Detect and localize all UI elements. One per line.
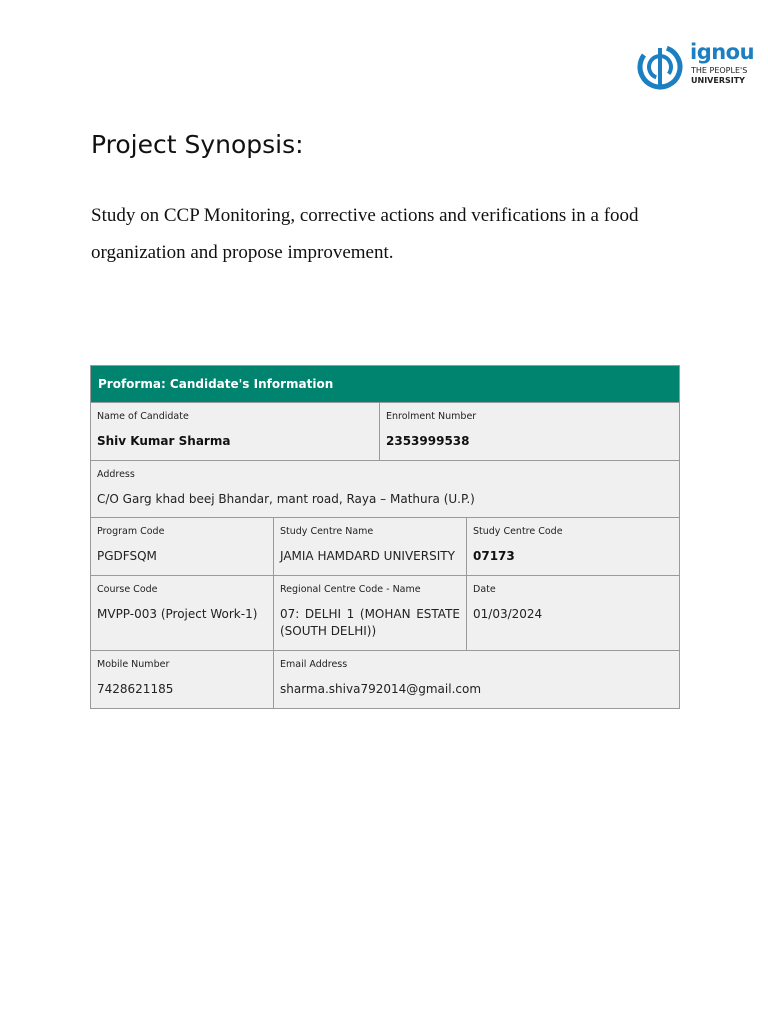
ignou-emblem-icon <box>637 44 685 90</box>
program-cell <box>91 518 273 575</box>
course-cell <box>91 576 273 650</box>
table-row <box>91 402 679 460</box>
table-row <box>91 517 679 575</box>
email-cell <box>273 651 679 708</box>
course-value: MVPP-003 (Project Work-1) <box>97 607 258 621</box>
centre-name-cell <box>273 518 466 575</box>
enrolment-cell <box>379 403 679 460</box>
name-value: Shiv Kumar Sharma <box>97 434 231 448</box>
regional-label: Regional Centre Code - Name <box>280 584 421 595</box>
program-label: Program Code <box>97 526 165 537</box>
centre-code-label: Study Centre Code <box>473 526 563 537</box>
synopsis-text: Study on CCP Monitoring, corrective actions and verifications in a food organization and propose improvement. <box>91 205 639 263</box>
mobile-value: 7428621185 <box>97 682 174 696</box>
proforma-header: Proforma: Candidate's Information <box>91 366 679 402</box>
regional-cell <box>273 576 466 650</box>
logo-wordmark: ignou <box>690 40 755 64</box>
regional-value: 07: DELHI 1 (MOHAN ESTATE (SOUTH DELHI)) <box>280 607 460 638</box>
address-cell <box>91 461 679 517</box>
course-label: Course Code <box>97 584 158 595</box>
address-value: C/O Garg khad beej Bhandar, mant road, Raya – Mathura (U.P.) <box>97 492 475 506</box>
table-row <box>91 460 679 517</box>
table-row <box>91 650 679 708</box>
logo-tagline-2: UNIVERSITY <box>691 76 745 85</box>
email-label: Email Address <box>280 659 348 670</box>
email-value: sharma.shiva792014@gmail.com <box>280 682 482 696</box>
date-cell <box>466 576 679 650</box>
program-value: PGDFSQM <box>97 549 157 563</box>
name-cell <box>91 403 379 460</box>
logo-tagline-1: THE PEOPLE'S <box>691 66 748 75</box>
date-label: Date <box>473 584 496 595</box>
centre-code-value: 07173 <box>473 549 515 563</box>
centre-name-label: Study Centre Name <box>280 526 374 537</box>
name-label: Name of Candidate <box>97 411 189 422</box>
address-label: Address <box>97 469 135 480</box>
centre-code-cell <box>466 518 679 575</box>
mobile-label: Mobile Number <box>97 659 170 670</box>
proforma-table <box>90 365 680 709</box>
table-row <box>91 575 679 650</box>
ignou-logo <box>637 40 755 92</box>
enrolment-label: Enrolment Number <box>386 411 477 422</box>
centre-name-value: JAMIA HAMDARD UNIVERSITY <box>280 549 455 563</box>
date-value: 01/03/2024 <box>473 607 543 621</box>
mobile-cell <box>91 651 273 708</box>
enrolment-value: 2353999538 <box>386 434 470 448</box>
page-title: Project Synopsis: <box>91 130 304 159</box>
